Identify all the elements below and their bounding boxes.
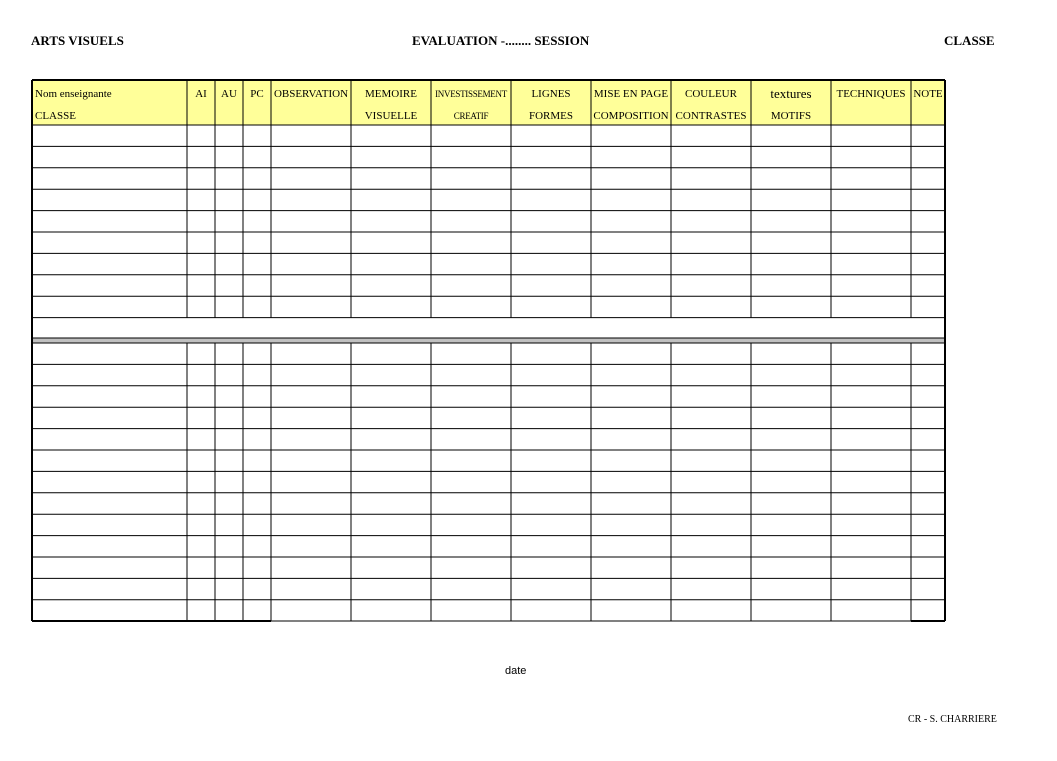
column-header-line1: AU [221, 88, 237, 100]
title-right: CLASSE [944, 33, 995, 48]
title-center: EVALUATION -........ SESSION [412, 33, 590, 48]
column-header-line1: textures [770, 86, 812, 101]
column-header-line2: CLASSE [35, 110, 76, 122]
column-header-line1: MISE EN PAGE [593, 88, 669, 100]
column-header-line1: LIGNES [531, 88, 571, 100]
separator-band [32, 338, 945, 343]
column-header-line1: OBSERVATION [273, 88, 349, 100]
column-header-line2: FORMES [528, 110, 574, 122]
column-header-line1: INVESTISSEMENT [435, 89, 507, 99]
date-label: date [505, 665, 527, 677]
column-header-line1: PC [250, 88, 264, 100]
column-header-line1: TECHNIQUES [836, 88, 906, 100]
column-header-line2: MOTIFS [770, 110, 812, 122]
column-header-line1: Nom enseignante [35, 88, 112, 100]
column-header-line1: MEMOIRE [365, 88, 417, 100]
column-header-line2: COMPOSITION [593, 110, 669, 122]
column-header-line2: CONTRASTES [675, 110, 747, 122]
title-left: ARTS VISUELS [31, 33, 124, 48]
column-header-line2: CREATIF [453, 111, 489, 121]
credit-text: CR - S. CHARRIERE [908, 714, 997, 725]
column-header-line2: VISUELLE [364, 110, 418, 122]
column-header-line1: COULEUR [685, 88, 737, 100]
column-header-line1: AI [195, 88, 207, 100]
column-header-line1: NOTE [913, 88, 943, 100]
